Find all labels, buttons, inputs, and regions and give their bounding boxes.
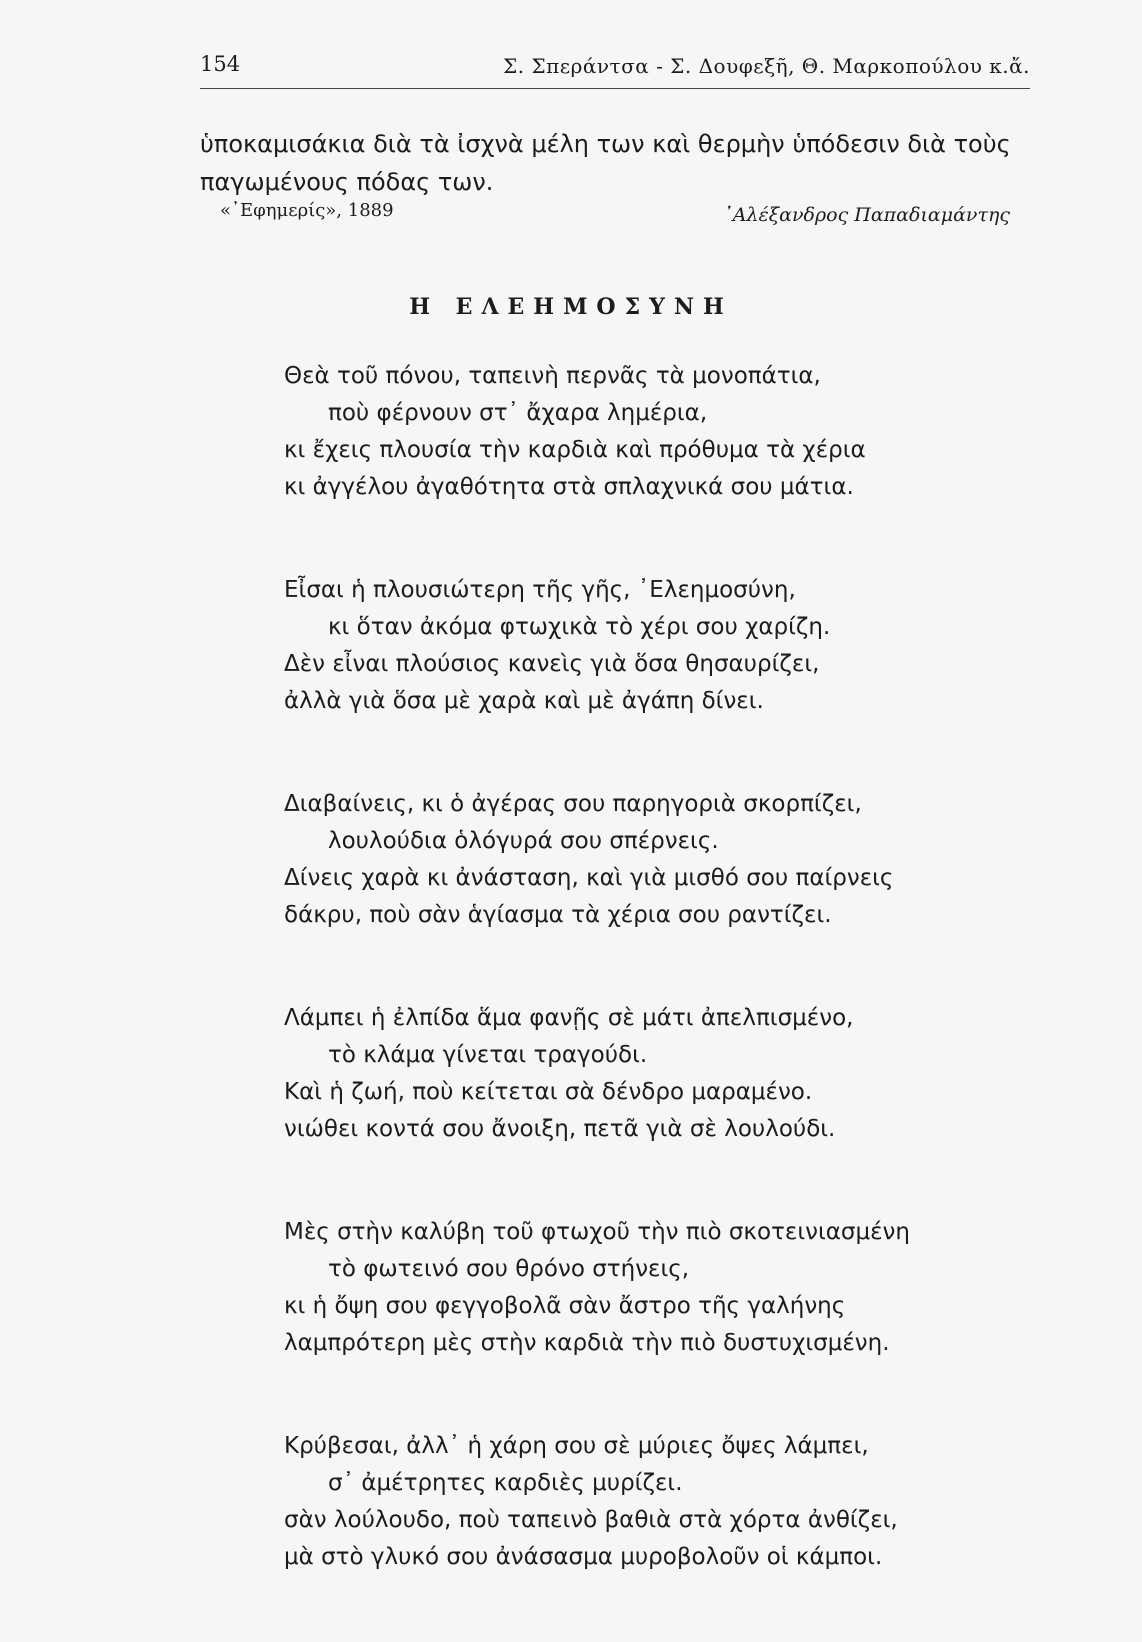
stanza — [284, 1000, 1024, 1148]
verse-line: Θεὰ τοῦ πόνου, ταπεινὴ περνᾶς τὰ μονοπάτια, — [284, 363, 821, 389]
verse-line: λουλούδια ὁλόγυρά σου σπέρνεις. — [328, 828, 719, 854]
verse-line: τὸ φωτεινό σου θρόνο στήνεις, — [328, 1256, 690, 1282]
verse-line: κι ὅταν ἀκόμα φτωχικὰ τὸ χέρι σου χαρίζη. — [328, 614, 831, 640]
verse-line: Μὲς στὴν καλύβη τοῦ φτωχοῦ τὴν πιὸ σκοτεινιασμένη — [284, 1219, 910, 1245]
verse-line: τὸ κλάμα γίνεται τραγούδι. — [328, 1042, 648, 1068]
stanza — [284, 1214, 1024, 1362]
verse-line: Λάμπει ἡ ἐλπίδα ἅμα φανῇς σὲ μάτι ἀπελπισμένο, — [284, 1005, 854, 1031]
page-header — [200, 52, 1030, 89]
prose-line: παγωμένους πόδας των. — [200, 168, 494, 196]
source-citation: «᾿Εφημερίς», 1889 — [220, 200, 394, 221]
verse-line: ἀλλὰ γιὰ ὅσα μὲ χαρὰ καὶ μὲ ἀγάπη δίνει. — [284, 688, 764, 714]
verse-line: σὰν λούλουδο, ποὺ ταπεινὸ βαθιὰ στὰ χόρτα ἀνθίζει, — [284, 1507, 898, 1533]
verse-line: κι ἔχεις πλουσία τὴν καρδιὰ καὶ πρόθυμα τὰ χέρια — [284, 437, 866, 463]
stanza — [284, 1428, 1024, 1576]
verse-line: Δὲν εἶναι πλούσιος κανεὶς γιὰ ὅσα θησαυρίζει, — [284, 651, 820, 677]
verse-line: ποὺ φέρνουν στ᾿ ἄχαρα λημέρια, — [328, 400, 708, 426]
attribution — [220, 200, 1010, 230]
verse-line: μὰ στὸ γλυκό σου ἀνάσασμα μυροβολοῦν οἱ κάμποι. — [284, 1544, 883, 1570]
prose-line: ὑποκαμισάκια διὰ τὰ ἰσχνὰ μέλη των καὶ θερμὴν ὑπόδεσιν διὰ τοὺς — [200, 130, 1011, 158]
verse-line: σ᾿ ἀμέτρητες καρδιὲς μυρίζει. — [328, 1470, 683, 1496]
verse-line: Κρύβεσαι, ἀλλ᾿ ἡ χάρη σου σὲ μύριες ὄψες λάμπει, — [284, 1433, 869, 1459]
prose-continuation — [200, 125, 1045, 201]
page-number: 154 — [200, 52, 241, 76]
verse-line: Καὶ ἡ ζωή, ποὺ κείτεται σὰ δένδρο μαραμένο. — [284, 1079, 813, 1105]
verse-line: Εἶσαι ἡ πλουσιώτερη τῆς γῆς, ᾿Ελεημοσύνη, — [284, 577, 796, 603]
verse-line: κι ἀγγέλου ἀγαθότητα στὰ σπλαχνικά σου μάτια. — [284, 474, 854, 500]
author-name: ᾿Αλέξανδρος Παπαδιαμάντης — [723, 204, 1010, 226]
running-head: Σ. Σπεράντσα - Σ. Δουφεξῆ, Θ. Μαρκοπούλου κ.ἄ. — [503, 54, 1030, 78]
verse-line: κι ἡ ὄψη σου φεγγοβολᾶ σὰν ἄστρο τῆς γαλήνης — [284, 1293, 846, 1319]
stanza — [284, 786, 1024, 934]
poem-body — [284, 358, 1024, 1642]
verse-line: λαμπρότερη μὲς στὴν καρδιὰ τὴν πιὸ δυστυχισμένη. — [284, 1330, 890, 1356]
verse-line: Δίνεις χαρὰ κι ἀνάσταση, καὶ γιὰ μισθό σου παίρνεις — [284, 865, 894, 891]
verse-line: δάκρυ, ποὺ σὰν ἁγίασμα τὰ χέρια σου ραντίζει. — [284, 902, 832, 928]
stanza — [284, 358, 1024, 506]
verse-line: νιώθει κοντά σου ἄνοιξη, πετᾶ γιὰ σὲ λουλούδι. — [284, 1116, 836, 1142]
verse-line: Διαβαίνεις, κι ὁ ἀγέρας σου παρηγοριὰ σκορπίζει, — [284, 791, 862, 817]
poem-title: Η ΕΛΕΗΜΟΣΥΝΗ — [409, 294, 733, 320]
stanza — [284, 572, 1024, 720]
